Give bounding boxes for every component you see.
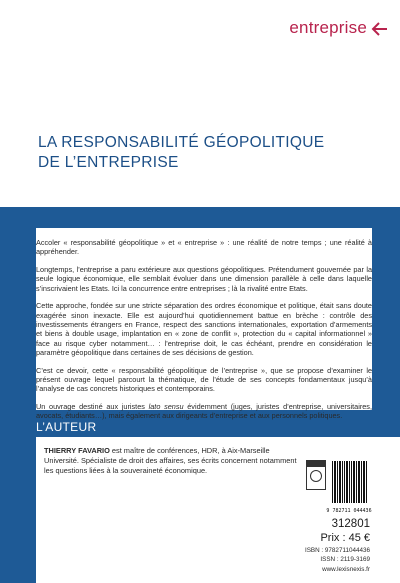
- isbn: ISBN : 9782711044436: [304, 547, 370, 554]
- title-line-2: DE L’ENTREPRISE: [38, 154, 179, 171]
- logo-top-bar: [307, 461, 325, 467]
- summary-paragraph-3: Cette approche, fondée sur une stricte séparation des ordres économique et politique, était sans doute exagérée sinon inexacte. Elle est aujourd’hui quotidiennement battue en brèche : contrôle des investissements étrangers en France, respect des sanctions internationales, exportation d’armements et biens à double usage, implantation en « zone de conflit », protection du « capital informationnel » face au risque cyber notamment… : l’entreprise doit, le cas échéant, prendre en considération le paramètre géopolitique dans certaines de ses décisions de gestion.: [36, 301, 372, 357]
- book-title: [38, 133, 324, 173]
- issn: ISSN : 2119-3169: [320, 556, 370, 563]
- summary-paragraph-5-end: évidemment (juges, juristes d’entreprise, universitaires, avocats, étudiants…), mais également aux dirigeants d’entreprise et aux personnels politiques.: [36, 402, 372, 421]
- summary-emphasis: lato sensu: [148, 402, 184, 412]
- product-code: 312801: [331, 518, 370, 530]
- title-line-1: LA RESPONSABILITÉ GÉOPOLITIQUE: [38, 134, 325, 151]
- arrow-left-icon: [371, 22, 388, 36]
- author-description: est maître de conférences, HDR, à Aix-Marseille Université. Spécialiste de droit des affaires, ses écrits concernent notamment les questions liées à la souveraineté économique.: [44, 446, 297, 475]
- danger-photocopy-logo: [306, 460, 326, 490]
- logo-circle: [310, 470, 322, 482]
- author-name: THIERRY FAVARIO: [44, 446, 110, 455]
- summary-paragraph-4: C’est ce devoir, cette « responsabilité géopolitique de l’entreprise », que se propose d’examiner le présent ouvrage lequel parcourt la thématique, de l’étude de ses concepts fondamentaux jusqu’à l’analyse de cas concrets historiques et contemporains.: [36, 365, 372, 394]
- summary-paragraph-5: [36, 402, 372, 421]
- summary-paragraph-1: Accoler « responsabilité géopolitique » et « entreprise » : une réalité de notre temps ; une réalité à appréhender.: [36, 238, 372, 257]
- cover-top: [0, 0, 400, 207]
- author-bio: [44, 446, 306, 476]
- summary-paragraph-2: Longtemps, l’entreprise a paru extérieure aux questions géopolitiques. Prétendument gouvernée par la seule logique économique, elle semblait évoluer dans une dimension parallèle à celle dans laquelle s’inscrivaient les Etats. Ici la concurrence entre entreprises ; là la rivalité entre Etats.: [36, 265, 372, 293]
- price: Prix : 45 €: [320, 532, 370, 544]
- isbn-barcode: [326, 459, 372, 515]
- website: www.lexisnexis.fr: [322, 566, 370, 573]
- summary-text: [36, 238, 372, 429]
- series-label: entreprise: [289, 18, 367, 37]
- summary-paragraph-5-start: Un ouvrage destiné aux juristes: [36, 402, 149, 412]
- author-heading: L’AUTEUR: [36, 420, 97, 434]
- svg-text:9 782711 044436: 9 782711 044436: [326, 508, 372, 514]
